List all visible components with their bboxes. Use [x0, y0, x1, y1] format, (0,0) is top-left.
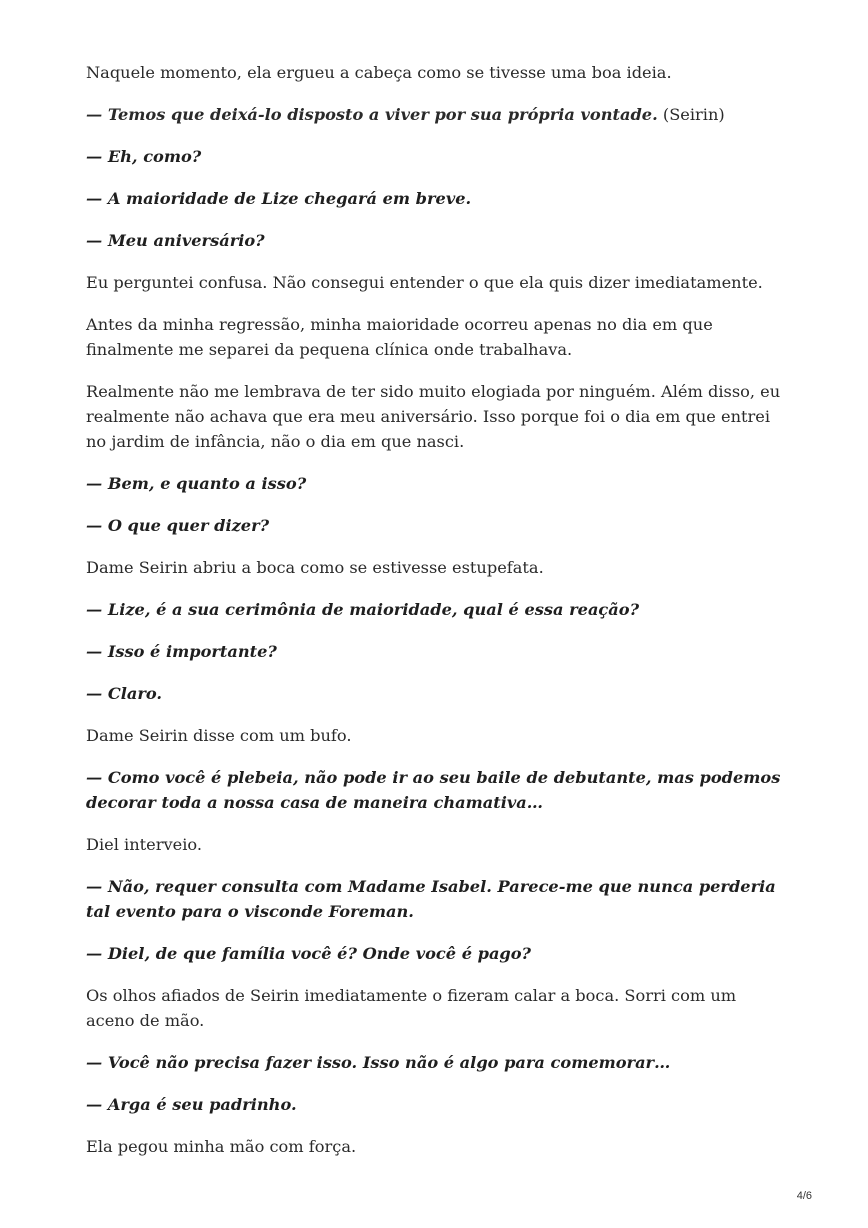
- narration-paragraph: Os olhos afiados de Seirin imediatamente o fizeram calar a boca. Sorri com um aceno de mão.: [86, 986, 737, 1030]
- dialogue-paragraph: — Isso é importante?: [86, 642, 277, 661]
- dialogue-paragraph: — Lize, é a sua cerimônia de maioridade, qual é essa reação?: [86, 600, 640, 619]
- dialogue-paragraph: — Como você é plebeia, não pode ir ao seu baile de debutante, mas podemos decorar toda a nossa casa de maneira chamativa…: [86, 768, 781, 812]
- narration-paragraph: Diel interveio.: [86, 835, 202, 854]
- dialogue-paragraph: [86, 102, 786, 127]
- dialogue-line: — Temos que deixá-lo disposto a viver por sua própria vontade.: [86, 105, 658, 124]
- dialogue-paragraph: — Eh, como?: [86, 147, 202, 166]
- dialogue-paragraph: — Meu aniversário?: [86, 231, 265, 250]
- dialogue-paragraph: — Arga é seu padrinho.: [86, 1095, 297, 1114]
- narration-paragraph: Ela pegou minha mão com força.: [86, 1137, 357, 1156]
- narration-paragraph: Eu perguntei confusa. Não consegui entender o que ela quis dizer imediatamente.: [86, 273, 763, 292]
- narration-paragraph: Dame Seirin disse com um bufo.: [86, 726, 352, 745]
- dialogue-paragraph: — Você não precisa fazer isso. Isso não é algo para comemorar…: [86, 1053, 671, 1072]
- dialogue-paragraph: — A maioridade de Lize chegará em breve.: [86, 189, 472, 208]
- narration-paragraph: Dame Seirin abriu a boca como se estivesse estupefata.: [86, 558, 544, 577]
- speaker-tag: (Seirin): [657, 105, 725, 124]
- page-content: [86, 60, 786, 1176]
- dialogue-paragraph: — Claro.: [86, 684, 163, 703]
- dialogue-paragraph: — Não, requer consulta com Madame Isabel. Parece-me que nunca perderia tal evento para o visconde Foreman.: [86, 877, 776, 921]
- narration-paragraph: Antes da minha regressão, minha maioridade ocorreu apenas no dia em que finalmente me separei da pequena clínica onde trabalhava.: [86, 315, 713, 359]
- narration-paragraph: Naquele momento, ela ergueu a cabeça como se tivesse uma boa ideia.: [86, 63, 672, 82]
- dialogue-paragraph: — Bem, e quanto a isso?: [86, 474, 307, 493]
- page-number: 4/6: [796, 1190, 812, 1202]
- dialogue-paragraph: — O que quer dizer?: [86, 516, 270, 535]
- narration-paragraph: Realmente não me lembrava de ter sido muito elogiada por ninguém. Além disso, eu realmente não achava que era meu aniversário. Isso porque foi o dia em que entrei no jardim de infância, não o dia em que nasci.: [86, 382, 781, 451]
- dialogue-paragraph: — Diel, de que família você é? Onde você é pago?: [86, 944, 532, 963]
